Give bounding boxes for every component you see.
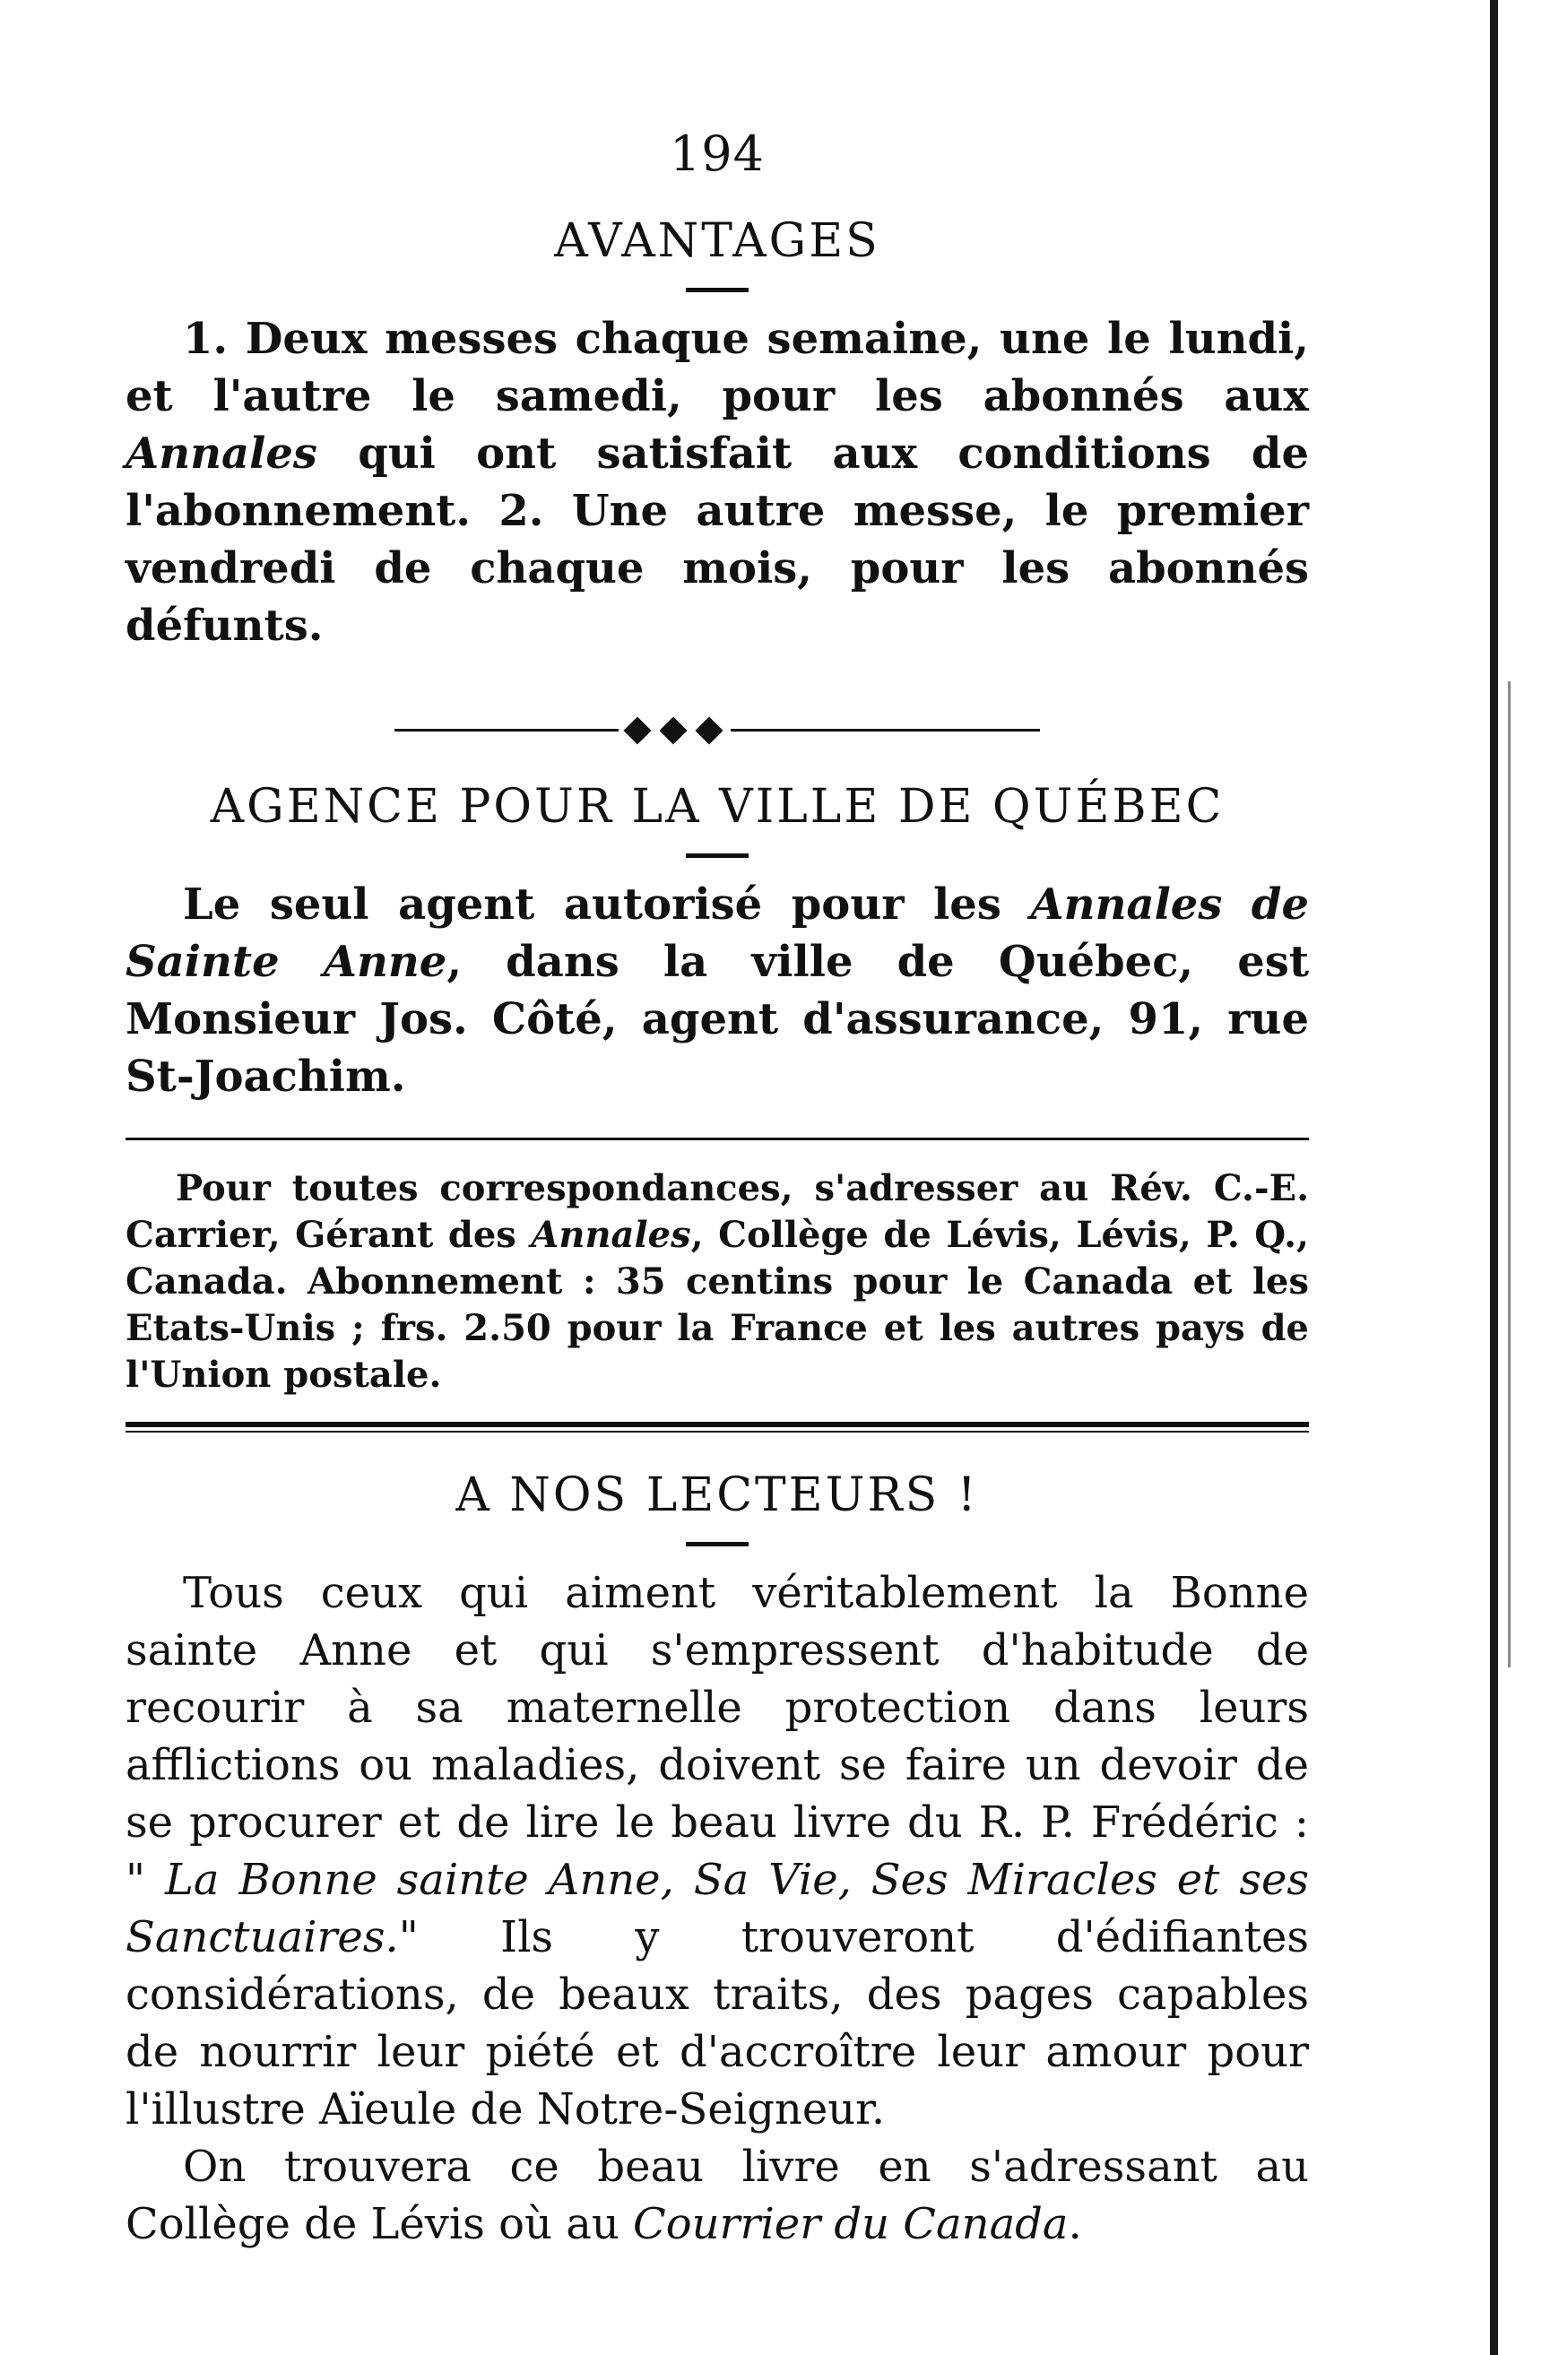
lecteurs-paragraph-1 [126, 1564, 1309, 2138]
avantages-italic: Annales [126, 429, 317, 479]
agence-text: Le seul agent autorisé pour les [183, 879, 1031, 930]
correspondance-text: Pour toutes correspondances, s'adresser au Rév. C.-E. Carrier, Gérant des [126, 1167, 1309, 1256]
avantages-paragraph [126, 310, 1309, 654]
ornament-line-left [394, 729, 619, 732]
lecteurs-p2-text-after: . [1068, 2199, 1082, 2249]
title-dash [686, 1542, 749, 1546]
ornamental-divider [394, 717, 1040, 744]
agence-title: AGENCE POUR LA VILLE DE QUÉBEC [210, 780, 1225, 834]
lecteurs-p2-text: On trouvera ce beau livre en s'adressant au Collège de Lévis où au [126, 2142, 1309, 2249]
lecteurs-title: A NOS LECTEURS ! [455, 1468, 979, 1522]
correspondance-paragraph [126, 1165, 1309, 1398]
title-dash [686, 853, 749, 858]
binding-edge [1490, 0, 1498, 2355]
ornament-line-right [731, 729, 1040, 732]
avantages-text: 1. Deux messes chaque semaine, une le lundi, et l'autre le samedi, pour les abonnés aux [126, 314, 1309, 421]
agence-paragraph [126, 876, 1309, 1105]
avantages-title: AVANTAGES [554, 214, 880, 268]
lecteurs-p1-italic: La Bonne sainte Anne, Sa Vie, Ses Miracles et ses Sanctuaires. [126, 1855, 1309, 1962]
avantages-text-after: qui ont satisfait aux conditions de l'abonnement. 2. Une autre messe, le premier vendredi de chaque mois, pour les abonnés défunts. [126, 429, 1309, 651]
double-rule-bottom [126, 1431, 1309, 1433]
agence-text-after: , dans la ville de Québec, est Monsieur Jos. Côté, agent d'assurance, 91, rue St-Joachim. [126, 937, 1310, 1102]
horizontal-rule [126, 1138, 1309, 1140]
correspondance-text-after: , Collège de Lévis, Lévis, P. Q., Canada. Abonnement : 35 centins pour le Canada et les Etats-Unis ; frs. 2.50 pour la France et les autres pays de l'Union postale. [126, 1214, 1309, 1396]
ornament-diamond [623, 716, 651, 744]
agence-italic: Annales de Sainte Anne [126, 879, 1310, 987]
lecteurs-p1-text-after: " Ils y trouveront d'édifiantes considérations, de beaux traits, des pages capables de nourrir leur piété et d'accroître leur amour pour l'illustre Aïeule de Notre-Seigneur. [126, 1912, 1309, 2134]
ornament-diamond [695, 716, 723, 744]
page-number: 194 [669, 126, 766, 182]
lecteurs-paragraph-2 [126, 2138, 1309, 2253]
title-dash [686, 288, 749, 292]
double-rule-top [126, 1422, 1309, 1427]
lecteurs-p1-text: Tous ceux qui aiment véritablement la Bonne sainte Anne et qui s'empressent d'habitude de recourir à sa maternelle protection dans leurs afflictions ou maladies, doivent se faire un devoir de se procurer et de lire le beau livre du R. P. Frédéric : " [126, 1568, 1309, 1905]
lecteurs-p2-italic: Courrier du Canada [633, 2199, 1069, 2249]
binding-shadow [1508, 681, 1511, 1667]
ornament-diamond [659, 716, 687, 744]
page-content [126, 126, 1309, 2253]
correspondance-italic: Annales [531, 1214, 691, 1256]
